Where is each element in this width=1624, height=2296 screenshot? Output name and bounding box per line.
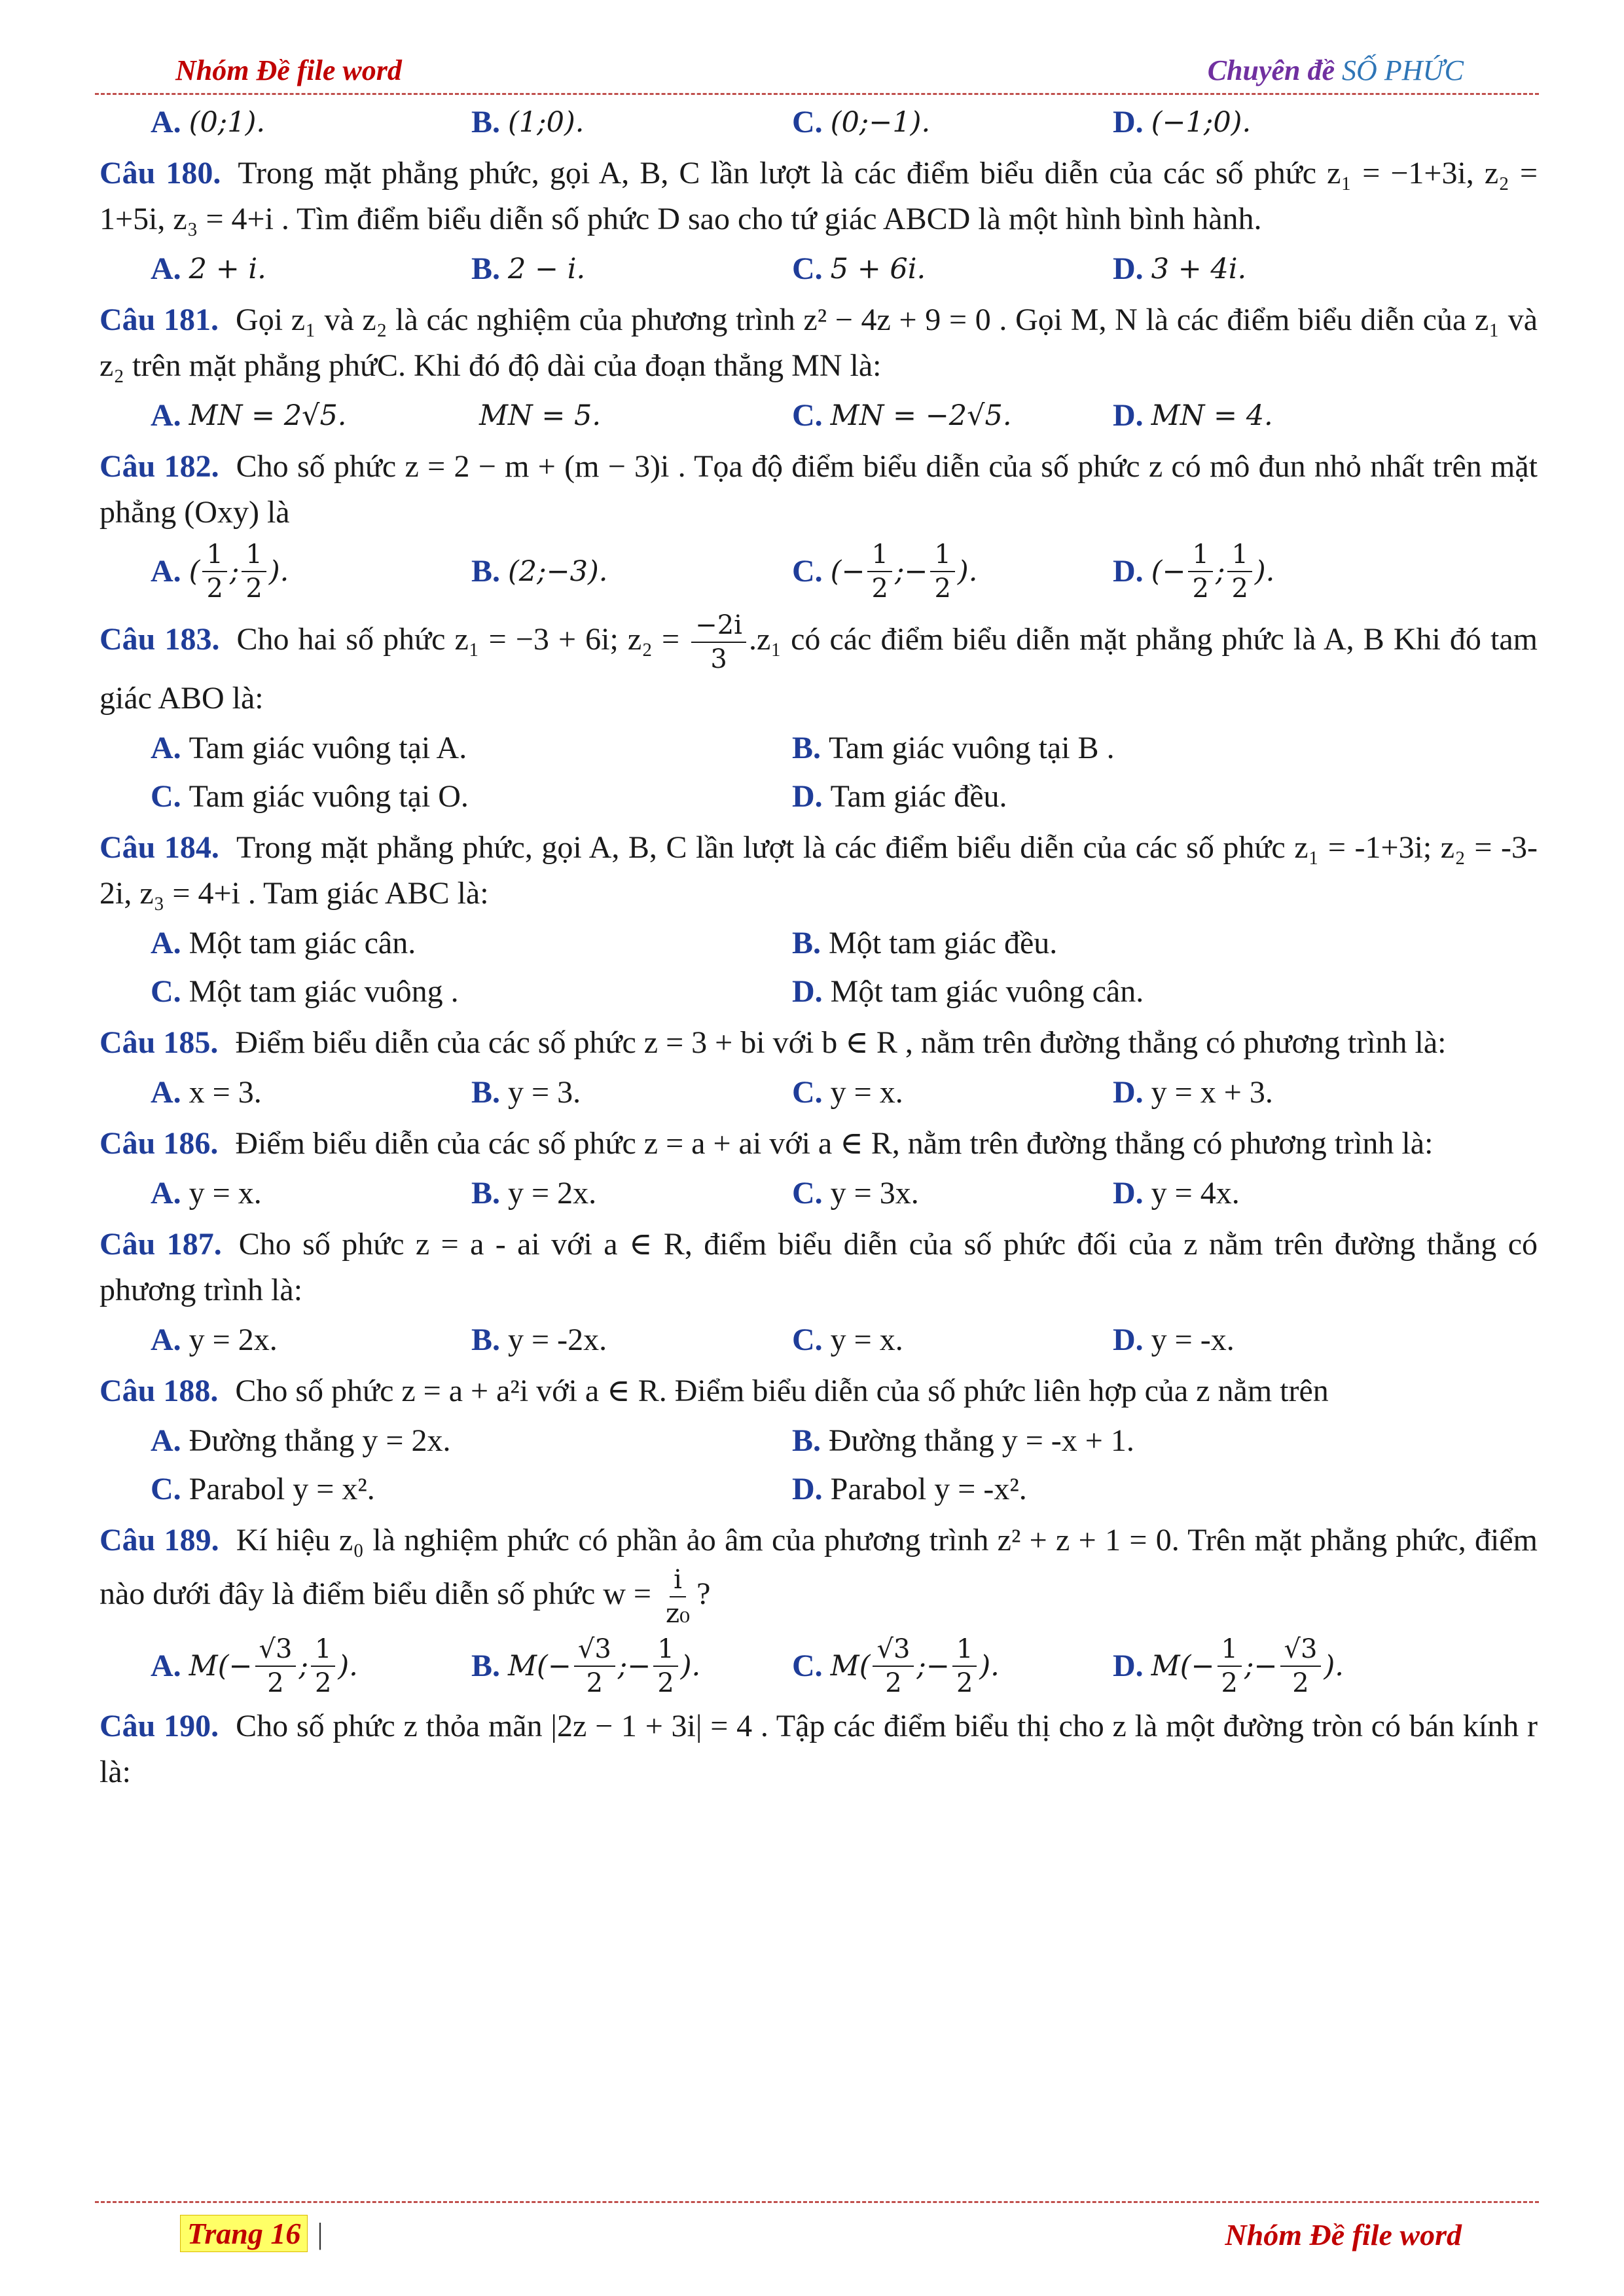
page-number: Trang 16 <box>180 2215 308 2252</box>
q182-options <box>151 538 1538 605</box>
q188-option-a: A. Đường thẳng y = 2x. <box>151 1423 451 1458</box>
q184-option-d: D. Một tam giác vuông cân. <box>792 974 1144 1009</box>
q188-option-b: B. Đường thẳng y = -x + 1. <box>792 1423 1134 1458</box>
q184-options <box>151 919 1538 1016</box>
q179-option-a: A. (0;1). <box>151 105 266 139</box>
q186-option-a: A. y = x. <box>151 1176 262 1211</box>
question-180: Câu 180. Trong mặt phẳng phức, gọi A, B, C lần lượt là các điểm biểu diễn của các số phức z₁ = −1+3i, z₂ = 1+5i, z₃ = 4+i . Tìm điểm biểu diễn số phức D sao cho tứ giác ABCD là một hình bình hành. <box>99 156 1538 236</box>
question-183: Câu 183. Cho hai số phức z₁ = −3 + 6i; z₂ = $\frac{-2i}{3}$ .z₁ có các điểm biểu diễn mặt phẳng phức là A, B Khi đó tam giác ABO là: <box>99 610 1538 716</box>
question-186: Câu 186. Điểm biểu diễn của các số phức z = a + ai với a ∈ R, nằm trên đường thẳng có phương trình là: <box>99 1126 1434 1161</box>
q181-option-b: MN = 5. <box>479 399 602 432</box>
q186-option-c: C. y = 3x. <box>792 1176 919 1211</box>
q187-option-c: C. y = x. <box>792 1322 903 1357</box>
q181-option-c: C. MN = −2√5. <box>792 398 1012 433</box>
q181-options <box>151 392 1538 440</box>
q180-option-b: B. 2 − i. <box>471 251 586 286</box>
q189-option-b: B. M(− $\frac{√3}{2}$ ;− $\frac{1}{2}$ ). <box>471 1634 701 1698</box>
question-184: Câu 184. Trong mặt phẳng phức, gọi A, B, C lần lượt là các điểm biểu diễn của các số phức z₁ = -1+3i; z₂ = -3-2i, z₃ = 4+i . Tam giác ABC là: <box>99 830 1538 911</box>
footer-right: Nhóm Đề file word <box>1225 2218 1462 2251</box>
q189-option-c: C. M( $\frac{√3}{2}$ ;− $\frac{1}{2}$ ). <box>792 1634 1000 1698</box>
q183-option-b: B. Tam giác vuông tại B . <box>792 731 1115 765</box>
q185-option-b: B. y = 3. <box>471 1075 581 1110</box>
q188-option-c: C. Parabol y = x². <box>151 1472 375 1506</box>
q183-options <box>151 724 1538 821</box>
question-190: Câu 190. Cho số phức z thỏa mãn |2z − 1 + 3i| = 4 . Tập các điểm biểu thị cho z là một đường tròn có bán kính r là: <box>99 1709 1538 1789</box>
q185-option-c: C. y = x. <box>792 1075 903 1110</box>
q179-options <box>151 98 1538 147</box>
q183-option-a: A. Tam giác vuông tại A. <box>151 731 467 765</box>
q185-option-d: D. y = x + 3. <box>1113 1075 1273 1110</box>
q180-option-c: C. 5 + 6i. <box>792 251 926 286</box>
footer-rule <box>95 2201 1539 2203</box>
q184-option-b: B. Một tam giác đều. <box>792 926 1058 960</box>
q182-option-d: D. (− $\frac{1}{2}$ ; $\frac{1}{2}$ ). <box>1113 539 1275 604</box>
q181-option-d: D. MN = 4. <box>1113 398 1273 433</box>
q180-option-a: A. 2 + i. <box>151 251 266 286</box>
question-187: Câu 187. Cho số phức z = a - ai với a ∈ R, điểm biểu diễn của số phức đối của z nằm trên đường thẳng có phương trình là: <box>99 1227 1538 1307</box>
page-content <box>99 98 1538 1798</box>
q185-options <box>151 1068 1538 1117</box>
q186-option-d: D. y = 4x. <box>1113 1176 1240 1211</box>
q186-options <box>151 1169 1538 1218</box>
q189-options <box>151 1633 1538 1700</box>
header-right-prefix: Chuyên đề <box>1207 54 1335 86</box>
q186-option-b: B. y = 2x. <box>471 1176 597 1211</box>
q187-option-b: B. y = -2x. <box>471 1322 607 1357</box>
q187-option-d: D. y = -x. <box>1113 1322 1235 1357</box>
q181-option-a: A. MN = 2√5. <box>151 398 347 433</box>
q180-option-d: D. 3 + 4i. <box>1113 251 1247 286</box>
q187-option-a: A. y = 2x. <box>151 1322 278 1357</box>
question-189: Câu 189. Kí hiệu z₀ là nghiệm phức có phần ảo âm của phương trình z² + z + 1 = 0. Trên mặt phẳng phức, điểm nào dưới đây là điểm biểu diễn số phức w = $\frac{i}{\text{z₀}}$ ? <box>99 1523 1538 1629</box>
q180-options <box>151 245 1538 293</box>
header-rule <box>95 93 1539 95</box>
q179-option-d: D. (−1;0). <box>1113 105 1252 139</box>
q182-option-b: B. (2;−3). <box>471 554 608 589</box>
q182-option-c: C. (− $\frac{1}{2}$ ;− $\frac{1}{2}$ ). <box>792 539 978 604</box>
q188-options <box>151 1417 1538 1514</box>
q188-option-d: D. Parabol y = -x². <box>792 1472 1027 1506</box>
question-182: Câu 182. Cho số phức z = 2 − m + (m − 3)i . Tọa độ điểm biểu diễn của số phức z có mô đun nhỏ nhất trên mặt phẳng (Oxy) là <box>99 449 1538 530</box>
q185-option-a: A. x = 3. <box>151 1075 262 1110</box>
footer-separator: | <box>317 2217 323 2250</box>
q179-option-c: C. (0;−1). <box>792 105 931 139</box>
q189-option-d: D. M(− $\frac{1}{2}$ ;− $\frac{√3}{2}$ ). <box>1113 1634 1344 1698</box>
question-188: Câu 188. Cho số phức z = a + a²i với a ∈ R. Điểm biểu diễn của số phức liên hợp của z nằm trên <box>99 1374 1329 1408</box>
question-185: Câu 185. Điểm biểu diễn của các số phức z = 3 + bi với b ∈ R , nằm trên đường thẳng có phương trình là: <box>99 1025 1447 1060</box>
header-left: Nhóm Đề file word <box>175 54 402 86</box>
q179-option-b: B. (1;0). <box>471 105 585 139</box>
q182-option-a: A. ( $\frac{1}{2}$ ; $\frac{1}{2}$ ). <box>151 539 289 604</box>
q183-option-d: D. Tam giác đều. <box>792 779 1007 814</box>
header-right-accent: SỐ PHỨC <box>1342 54 1464 86</box>
q187-options <box>151 1316 1538 1364</box>
question-181: Câu 181. Gọi z₁ và z₂ là các nghiệm của phương trình z² − 4z + 9 = 0 . Gọi M, N là các điểm biểu diễn của z₁ và z₂ trên mặt phẳng phứC. Khi đó độ dài của đoạn thẳng MN là: <box>99 302 1538 383</box>
header-right <box>1208 54 1464 87</box>
q184-option-c: C. Một tam giác vuông . <box>151 974 459 1009</box>
q183-option-c: C. Tam giác vuông tại O. <box>151 779 469 814</box>
q189-option-a: A. M(− $\frac{√3}{2}$ ; $\frac{1}{2}$ ). <box>151 1634 358 1698</box>
q184-option-a: A. Một tam giác cân. <box>151 926 416 960</box>
footer-page <box>180 2216 323 2251</box>
